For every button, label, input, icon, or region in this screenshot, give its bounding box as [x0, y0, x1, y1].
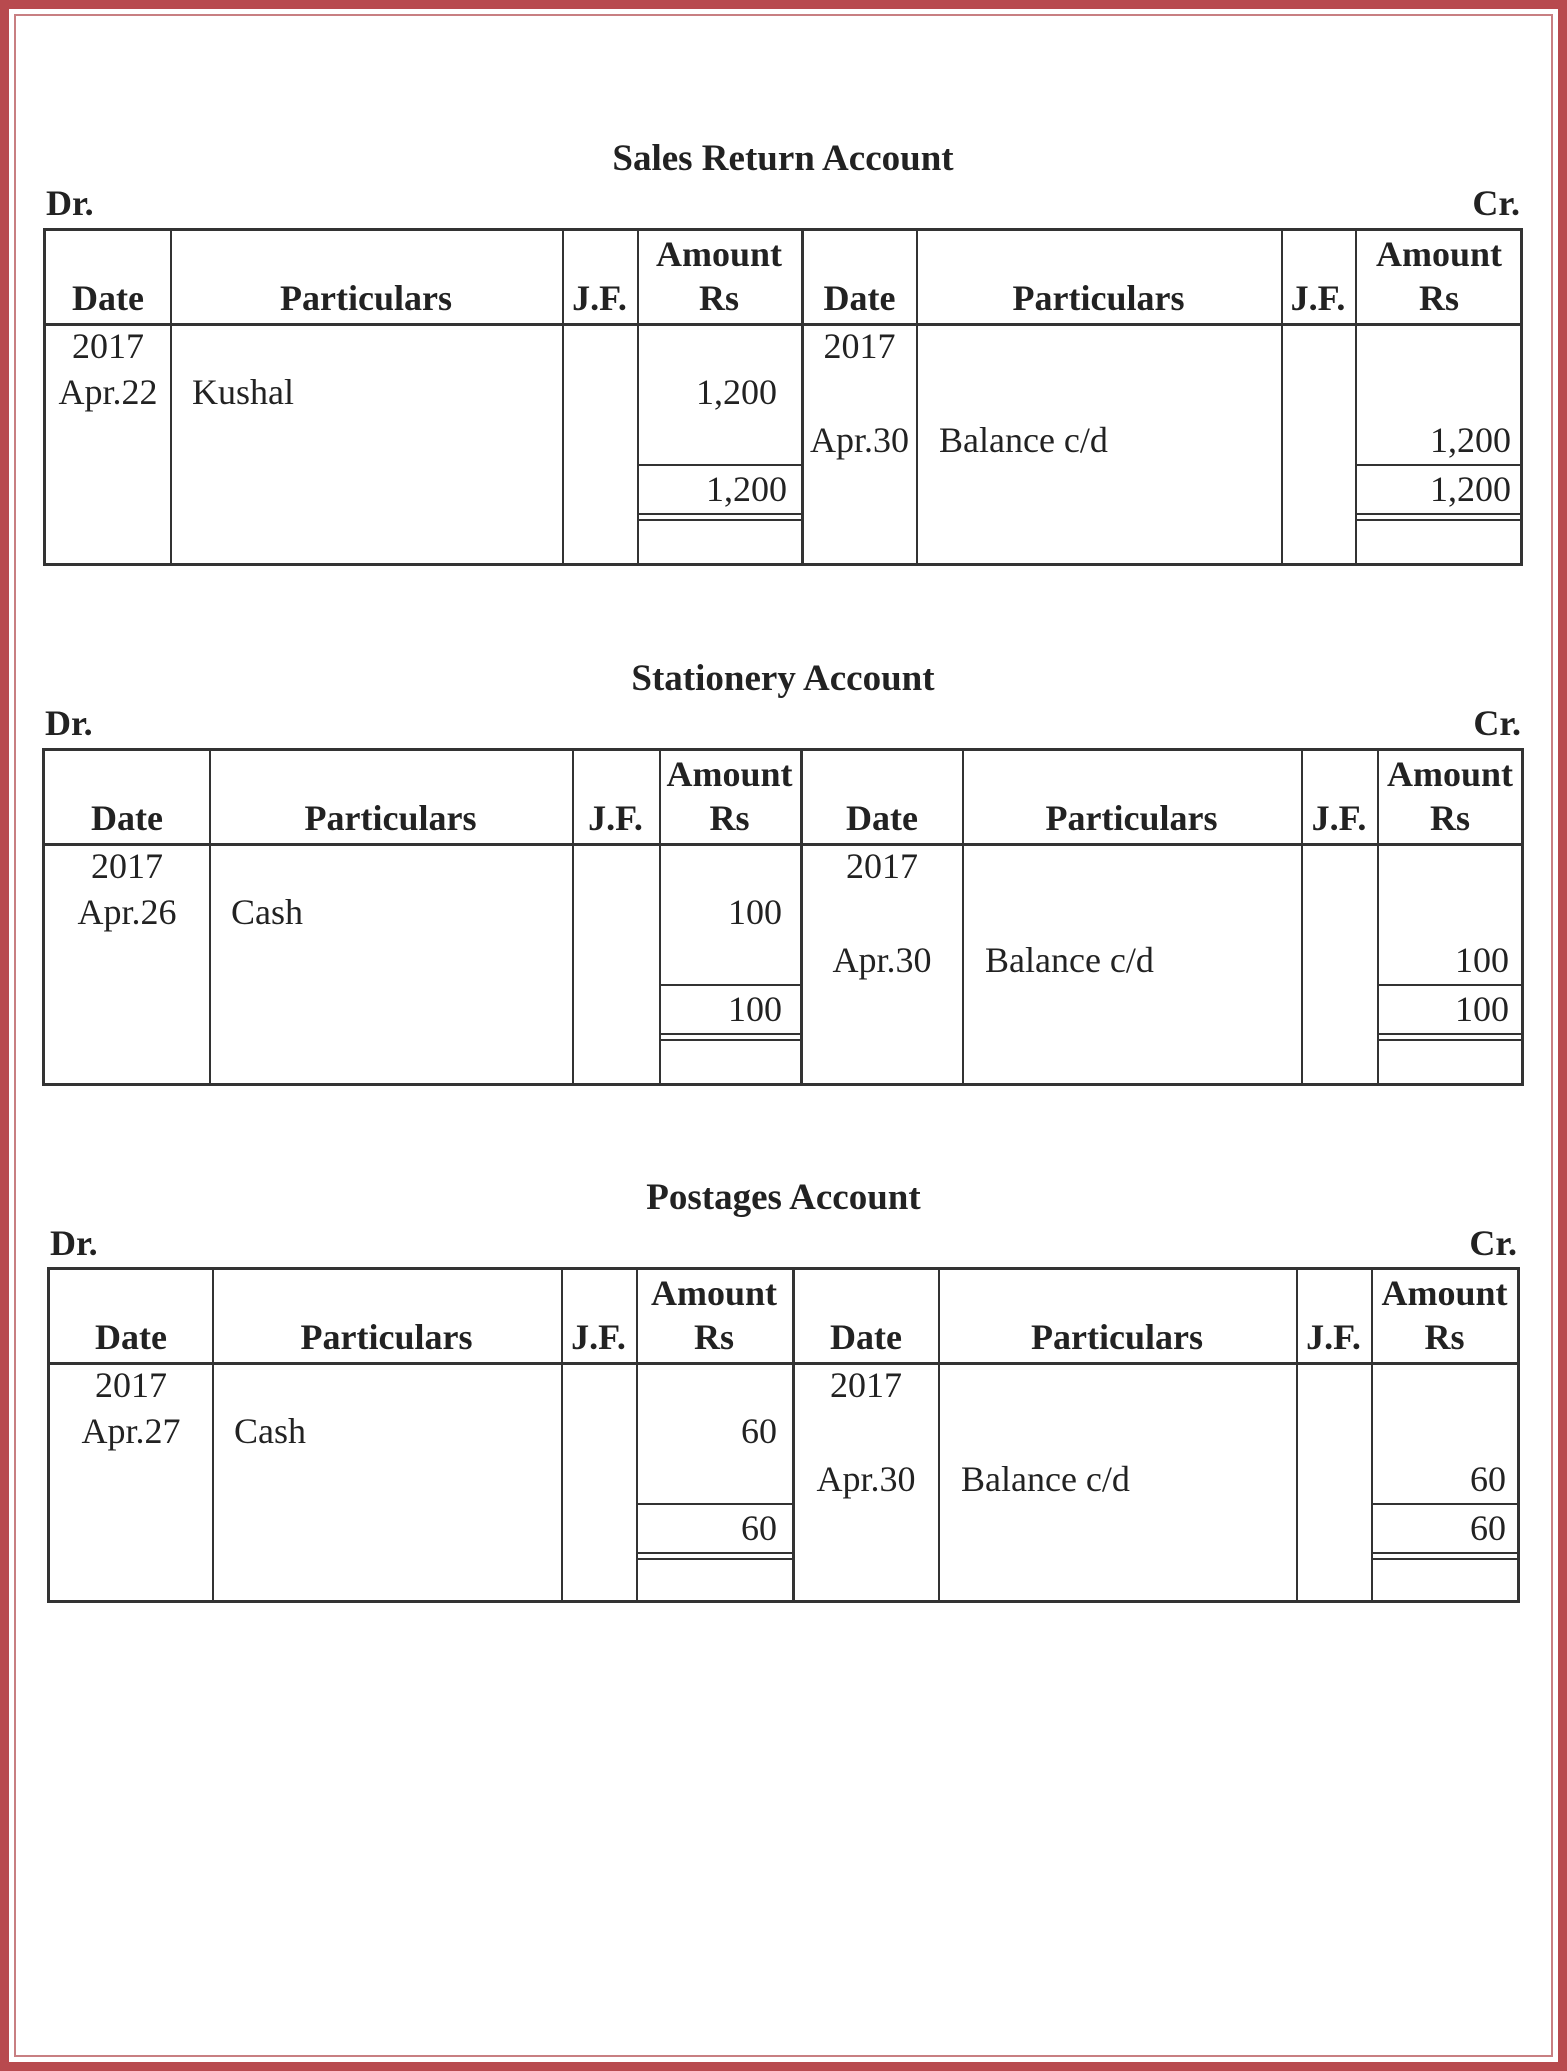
header-jf-dr: J.F. — [571, 1317, 626, 1357]
header-rs-cr: Rs — [1429, 798, 1470, 838]
credit-amount: 100 — [1455, 940, 1509, 980]
credit-year: 2017 — [846, 846, 918, 886]
debit-date: Apr.22 — [58, 372, 158, 412]
debit-label: Dr. — [46, 183, 94, 223]
header-jf-cr: J.F. — [1311, 798, 1367, 838]
ledger-table — [47, 1267, 1520, 1603]
header-date-cr: Date — [846, 798, 918, 838]
debit-amount: 1,200 — [696, 372, 777, 412]
credit-date: Apr.30 — [816, 1459, 916, 1499]
ledger-table — [42, 748, 1524, 1086]
header-particulars-dr: Particulars — [300, 1317, 473, 1357]
account-title: Stationery Account — [631, 658, 935, 699]
debit-particulars: Kushal — [192, 372, 294, 412]
header-rs-dr: Rs — [698, 278, 739, 318]
header-date-cr: Date — [823, 278, 896, 318]
credit-year: 2017 — [830, 1365, 902, 1405]
debit-date: Apr.26 — [77, 892, 177, 932]
header-date-cr: Date — [830, 1317, 902, 1357]
debit-label: Dr. — [45, 703, 93, 743]
credit-label: Cr. — [1473, 703, 1521, 743]
header-particulars-dr: Particulars — [304, 798, 477, 838]
header-jf-cr: J.F. — [1306, 1317, 1361, 1357]
debit-total: 100 — [728, 989, 782, 1029]
credit-year: 2017 — [823, 326, 896, 366]
stationery-account — [42, 650, 1524, 1090]
credit-total: 100 — [1455, 989, 1509, 1029]
credit-date: Apr.30 — [810, 420, 909, 460]
header-particulars-dr: Particulars — [280, 278, 452, 318]
header-date-dr: Date — [72, 278, 144, 318]
postages-account — [47, 1170, 1520, 1610]
debit-year: 2017 — [72, 326, 144, 366]
header-particulars-cr: Particulars — [1031, 1317, 1203, 1357]
credit-particulars: Balance c/d — [985, 940, 1154, 980]
sales-return-account — [43, 130, 1523, 570]
header-jf-dr: J.F. — [572, 278, 627, 318]
header-amount-dr: Amount — [655, 234, 783, 274]
header-date-dr: Date — [91, 798, 163, 838]
header-amount-dr: Amount — [650, 1273, 778, 1313]
credit-particulars: Balance c/d — [961, 1459, 1130, 1499]
header-amount-cr: Amount — [1375, 234, 1503, 274]
debit-particulars: Cash — [234, 1411, 306, 1451]
debit-label: Dr. — [50, 1223, 98, 1263]
credit-label: Cr. — [1472, 183, 1520, 223]
debit-total: 60 — [741, 1508, 777, 1548]
header-jf-cr: J.F. — [1290, 278, 1346, 318]
header-rs-dr: Rs — [693, 1317, 734, 1357]
header-date-dr: Date — [95, 1317, 167, 1357]
header-rs-cr: Rs — [1418, 278, 1459, 318]
credit-total: 60 — [1470, 1508, 1506, 1548]
header-rs-dr: Rs — [709, 798, 750, 838]
debit-year: 2017 — [95, 1365, 167, 1405]
debit-year: 2017 — [91, 846, 163, 886]
header-rs-cr: Rs — [1424, 1317, 1465, 1357]
header-jf-dr: J.F. — [588, 798, 643, 838]
debit-date: Apr.27 — [81, 1411, 181, 1451]
credit-amount: 60 — [1470, 1459, 1506, 1499]
credit-total: 1,200 — [1430, 469, 1511, 509]
debit-particulars: Cash — [231, 892, 303, 932]
account-title: Postages Account — [646, 1177, 921, 1218]
ledger-table — [43, 228, 1523, 566]
credit-particulars: Balance c/d — [939, 420, 1108, 460]
debit-amount: 60 — [741, 1411, 777, 1451]
debit-total: 1,200 — [706, 469, 787, 509]
header-particulars-cr: Particulars — [1012, 278, 1185, 318]
credit-label: Cr. — [1469, 1223, 1517, 1263]
credit-amount: 1,200 — [1430, 420, 1511, 460]
header-amount-cr: Amount — [1386, 754, 1514, 794]
account-title: Sales Return Account — [612, 138, 954, 179]
debit-amount: 100 — [728, 892, 782, 932]
header-amount-dr: Amount — [666, 754, 793, 794]
header-particulars-cr: Particulars — [1045, 798, 1218, 838]
credit-date: Apr.30 — [832, 940, 932, 980]
header-amount-cr: Amount — [1381, 1273, 1508, 1313]
